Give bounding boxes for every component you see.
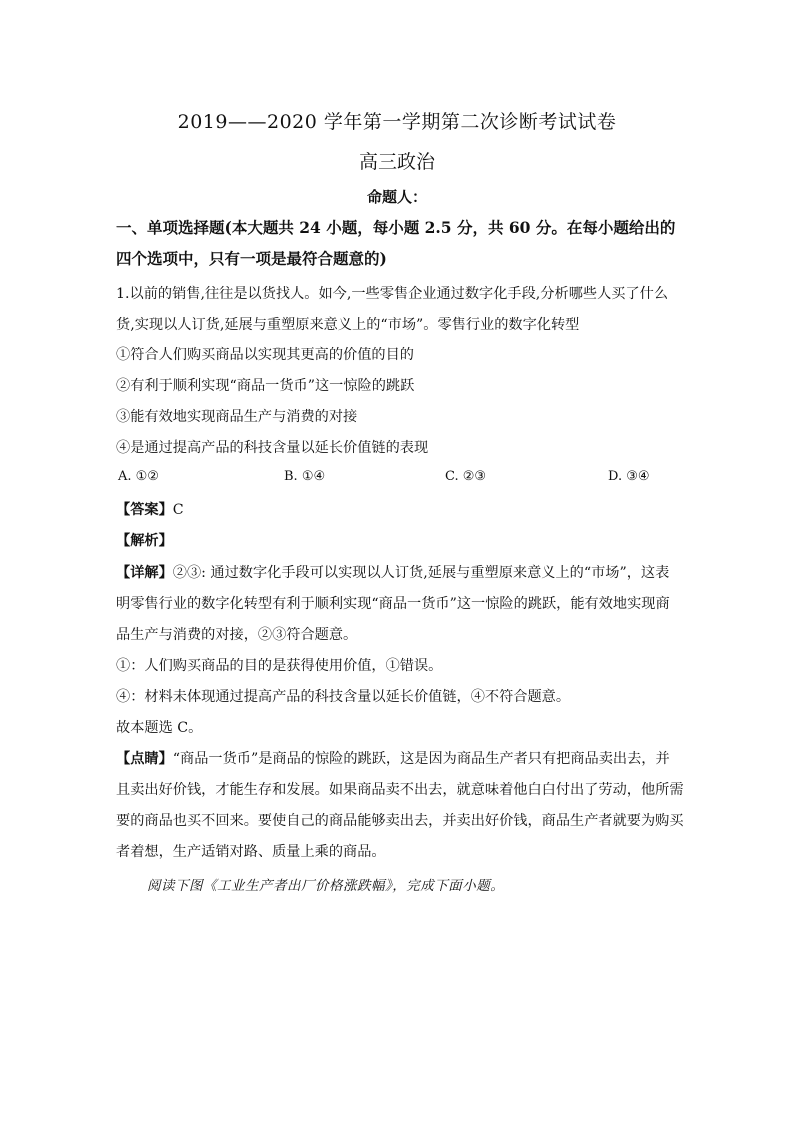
detail-text-1: ②③: 通过数字化手段可以实现以人订货,延展与重塑原来意义上的“市场”，这表	[172, 565, 670, 581]
section-heading-line-1: 一、单项选择题(本大题共 24 小题，每小题 2.5 分，共 60 分。在每小题给出的	[116, 218, 676, 237]
question-stem-line-2: 货,实现以人订货,延展与重塑原来意义上的“市场”。零售行业的数字化转型	[116, 317, 580, 333]
comment-line-1	[116, 748, 670, 768]
detail-line-3: 品生产与消费的对接，②③符合题意。	[116, 627, 358, 643]
detail-line-2: 明零售行业的数字化转型有利于顺利实现“商品一货币”这一惊险的跳跃，能有效地实现商	[116, 596, 670, 612]
exam-title: 2019——2020 学年第一学期第二次诊断考试试卷	[177, 111, 617, 133]
author-label: 命题人：	[366, 188, 427, 206]
analysis-label: 【解析】	[116, 533, 173, 549]
comment-label: 【点睛】	[116, 751, 173, 767]
statement-2: ②有利于顺利实现“商品一货币”这一惊险的跳跃	[116, 378, 415, 394]
comment-line-2: 且卖出好价钱，才能生存和发展。如果商品卖不出去，就意味着他白白付出了劳动，他所需	[116, 782, 684, 798]
option-b: B. ①④	[284, 469, 326, 484]
statement-3: ③能有效地实现商品生产与消费的对接	[116, 409, 358, 425]
detail-line-1	[116, 562, 669, 582]
detail-line-4: ①：人们购买商品的目的是获得使用价值，①错误。	[116, 658, 443, 674]
detail-line-5: ④：材料未体现通过提高产品的科技含量以延长价值链，④不符合题意。	[116, 689, 571, 705]
comment-line-3: 要的商品也买不回来。要使自己的商品能够卖出去，并卖出好价钱，商品生产者就要为购买	[116, 813, 684, 829]
statement-1: ①符合人们购买商品以实现其更高的价值的目的	[116, 347, 414, 363]
answer-value: C	[172, 502, 184, 518]
statement-4: ④是通过提高产品的科技含量以延长价值链的表现	[116, 440, 429, 456]
option-d: D. ③④	[608, 469, 650, 484]
section-heading-line-2: 四个选项中，只有一项是最符合题意的)	[116, 249, 387, 268]
exam-subject: 高三政治	[358, 151, 435, 173]
detail-line-6: 故本题选 C。	[116, 720, 203, 736]
answer-label: 【答案】	[116, 502, 173, 518]
option-a: A. ①②	[118, 469, 159, 484]
reading-instruction: 阅读下图《工业生产者出厂价格涨跌幅》，完成下面小题。	[147, 878, 505, 894]
comment-line-4: 者着想，生产适销对路、质量上乘的商品。	[116, 844, 386, 860]
option-c: C. ②③	[445, 469, 487, 484]
question-stem-line-1: 1.以前的销售,往往是以货找人。如今,一些零售企业通过数字化手段,分析哪些人买了什么	[116, 286, 669, 302]
comment-text-1: “商品一货币”是商品的惊险的跳跃，这是因为商品生产者只有把商品卖出去，并	[172, 751, 670, 767]
detail-label: 【详解】	[116, 565, 173, 581]
answer-line	[116, 499, 184, 519]
